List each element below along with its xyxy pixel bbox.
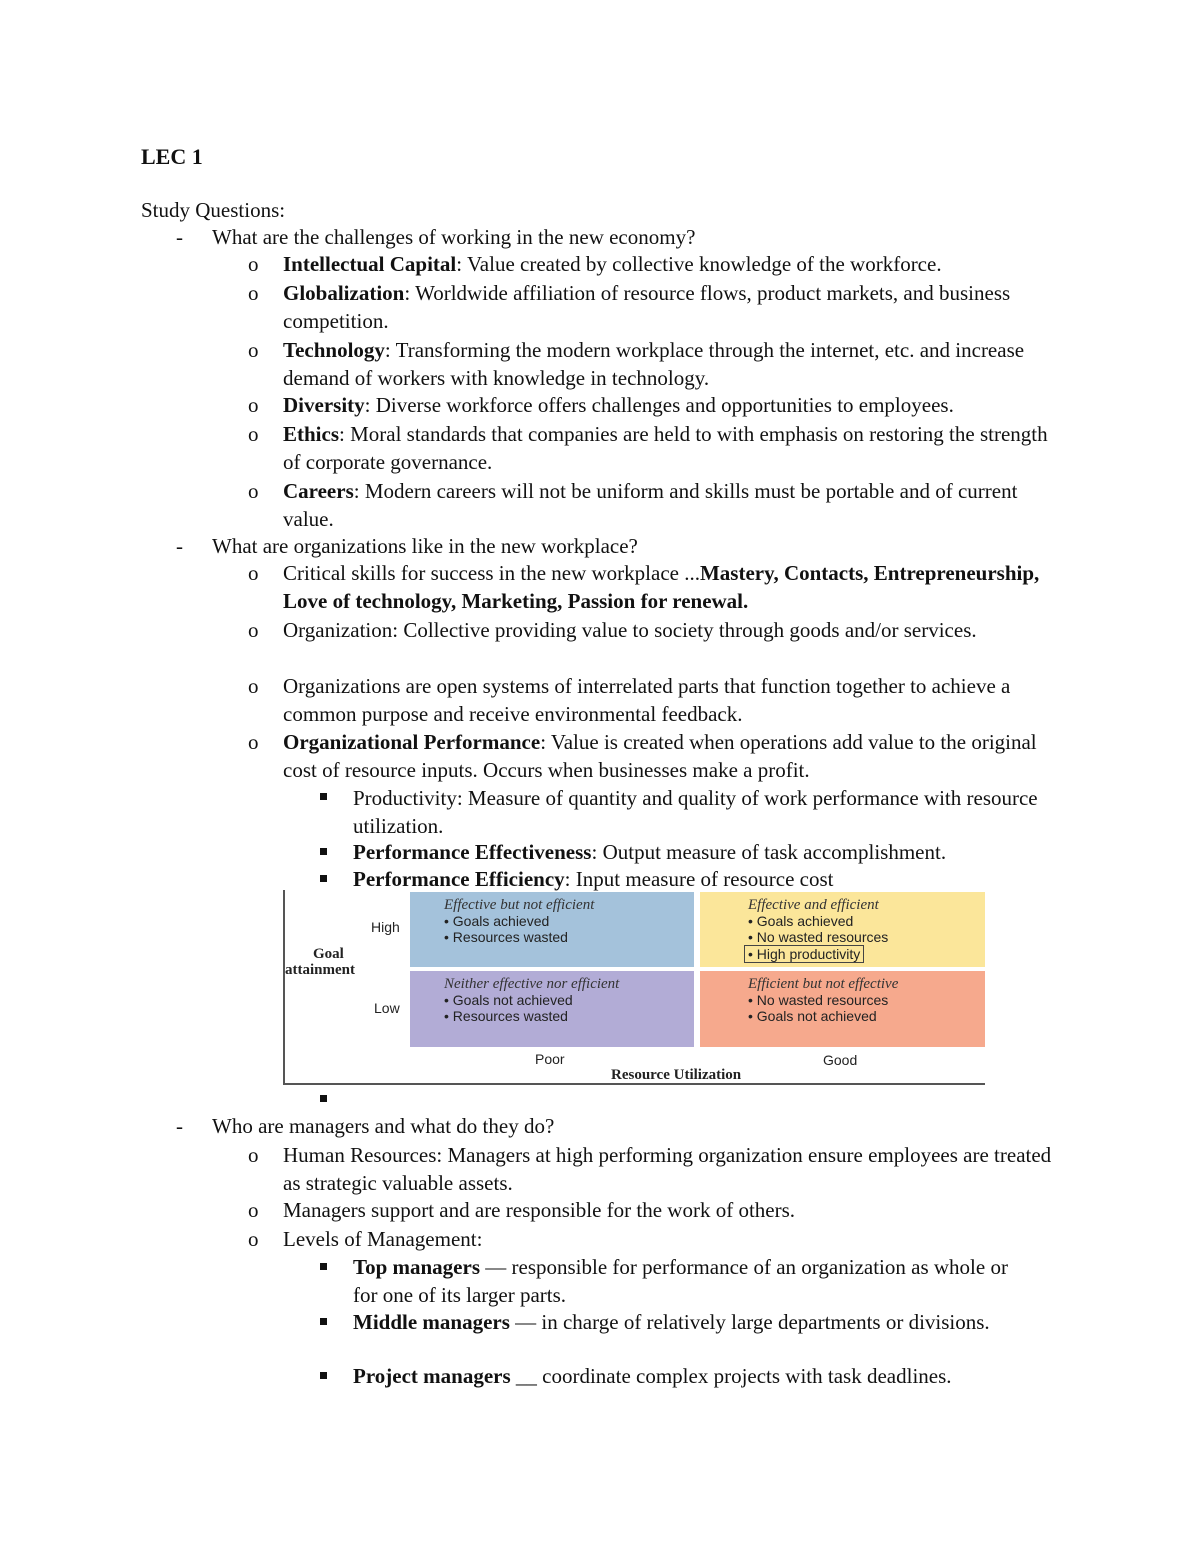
- list-item: Organizations are open systems of interrelated parts that function together to achieve a common purpose and receive environmental feedback.: [283, 674, 1011, 726]
- list-item: Human Resources: Managers at high performing organization ensure employees are treated as strategic valuable assets.: [283, 1143, 1052, 1195]
- quadrant-bullet: • Goals not achieved: [748, 1008, 877, 1024]
- definition: : Moral standards that companies are held to with emphasis on restoring the strength of corporate governance.: [283, 422, 1048, 474]
- sub-list-item: [353, 1308, 1013, 1336]
- y-axis-label-line2: attainment: [285, 962, 355, 978]
- sub-list-item: Productivity: Measure of quantity and quality of work performance with resource utilization.: [353, 786, 1038, 838]
- circle-bullet-icon: o: [248, 1198, 259, 1222]
- circle-bullet-icon: o: [248, 393, 259, 417]
- quadrant-title: Efficient but not effective: [748, 976, 899, 992]
- performance-matrix-diagram: [283, 890, 985, 1086]
- term: Diversity: [283, 393, 365, 417]
- quadrant-title: Effective but not efficient: [444, 897, 595, 913]
- quadrant-bullet: • Resources wasted: [444, 929, 568, 945]
- term: Technology: [283, 338, 385, 362]
- circle-bullet-icon: o: [248, 1143, 259, 1167]
- definition: : Value created by collective knowledge of the workforce.: [456, 252, 942, 276]
- definition: : Modern careers will not be uniform and skills must be portable and of current value.: [283, 479, 1018, 531]
- term: Performance Effectiveness: [353, 840, 592, 864]
- circle-bullet-icon: o: [248, 338, 259, 362]
- dash-marker: -: [176, 534, 183, 558]
- circle-bullet-icon: o: [248, 674, 259, 698]
- square-bullet-icon: [320, 1095, 327, 1102]
- quadrant-bullet: • Goals achieved: [748, 913, 854, 929]
- question-3: Who are managers and what do they do?: [212, 1114, 555, 1138]
- term: Organizational Performance: [283, 730, 541, 754]
- term: Ethics: [283, 422, 340, 446]
- dash-marker: -: [176, 1114, 183, 1138]
- section-heading: Study Questions:: [141, 198, 286, 222]
- list-item: [283, 477, 1053, 533]
- square-bullet-icon: [320, 848, 327, 855]
- list-item: [283, 420, 1068, 476]
- quadrant-bullet: • Goals achieved: [444, 913, 550, 929]
- circle-bullet-icon: o: [248, 252, 259, 276]
- question-1: What are the challenges of working in the new economy?: [212, 225, 696, 249]
- term: Intellectual Capital: [283, 252, 457, 276]
- y-tick-low: Low: [374, 1000, 400, 1016]
- square-bullet-icon: [320, 875, 327, 882]
- page-title: LEC 1: [141, 144, 203, 169]
- definition: : Worldwide affiliation of resource flows, product markets, and business competition.: [283, 281, 1011, 333]
- dash-marker: -: [176, 225, 183, 249]
- list-item: Managers support and are responsible for the work of others.: [283, 1198, 796, 1222]
- quadrant-effective-and-efficient: [700, 892, 985, 967]
- x-axis-label: Resource Utilization: [611, 1067, 742, 1083]
- quadrant-bullet: • No wasted resources: [748, 992, 889, 1008]
- list-item: [283, 559, 1043, 615]
- skills-list: Mastery, Contacts, Entrepreneurship, Love of technology, Marketing, Passion for renewal.: [283, 561, 1040, 613]
- definition: — responsible for performance of an organization as whole or for one of its larger parts.: [353, 1255, 1008, 1307]
- sub-list-item: [353, 838, 946, 866]
- list-item: [283, 279, 1053, 335]
- y-axis-line: [283, 890, 285, 1084]
- definition: : Value is created when operations add value to the original cost of resource inputs. Occurs when businesses make a profit.: [283, 730, 1037, 782]
- list-item: [283, 391, 954, 419]
- circle-bullet-icon: o: [248, 561, 259, 585]
- quadrant-title: Effective and efficient: [748, 897, 879, 913]
- quadrant-efficient-not-effective: [700, 971, 985, 1047]
- quadrant-effective-not-efficient: [410, 892, 694, 967]
- term: Middle managers: [353, 1310, 510, 1334]
- term: Top managers: [353, 1255, 480, 1279]
- term: Project managers: [353, 1364, 511, 1388]
- x-tick-poor: Poor: [535, 1051, 565, 1067]
- term: Globalization: [283, 281, 405, 305]
- list-item: [283, 728, 1068, 784]
- definition: — in charge of relatively large departments or divisions.: [509, 1310, 990, 1334]
- square-bullet-icon: [320, 1318, 327, 1325]
- quadrant-bullet-highlighted: • High productivity: [744, 945, 864, 963]
- skills-intro: Critical skills for success in the new workplace ...: [283, 561, 700, 585]
- sub-list-item: [353, 1362, 952, 1390]
- sub-list-item: [353, 865, 833, 893]
- circle-bullet-icon: o: [248, 618, 259, 642]
- definition: : Transforming the modern workplace through the internet, etc. and increase demand of workers with knowledge in technology.: [283, 338, 1025, 390]
- sub-list-item: [353, 1253, 1033, 1309]
- square-bullet-icon: [320, 1263, 327, 1270]
- circle-bullet-icon: o: [248, 281, 259, 305]
- quadrant-neither: [410, 971, 694, 1047]
- circle-bullet-icon: o: [248, 1227, 259, 1251]
- definition: : Diverse workforce offers challenges and opportunities to employees.: [364, 393, 954, 417]
- square-bullet-icon: [320, 793, 327, 800]
- term: Performance Efficiency: [353, 867, 565, 891]
- y-axis-label-line1: Goal: [313, 946, 344, 962]
- definition: : Input measure of resource cost: [564, 867, 834, 891]
- circle-bullet-icon: o: [248, 422, 259, 446]
- quadrant-bullet: • Resources wasted: [444, 1008, 568, 1024]
- x-tick-good: Good: [823, 1052, 858, 1068]
- list-item: Organization: Collective providing value to society through goods and/or services.: [283, 618, 977, 642]
- y-tick-high: High: [371, 919, 400, 935]
- list-item: [283, 250, 942, 278]
- square-bullet-icon: [320, 1372, 327, 1379]
- definition: : Output measure of task accomplishment.: [591, 840, 947, 864]
- quadrant-bullet: • Goals not achieved: [444, 992, 573, 1008]
- list-item: [283, 336, 1053, 392]
- quadrant-bullet: • No wasted resources: [748, 929, 889, 945]
- circle-bullet-icon: o: [248, 730, 259, 754]
- term: Careers: [283, 479, 354, 503]
- definition: __ coordinate complex projects with task deadlines.: [510, 1364, 952, 1388]
- list-item: Levels of Management:: [283, 1227, 483, 1251]
- question-2: What are organizations like in the new workplace?: [212, 534, 638, 558]
- circle-bullet-icon: o: [248, 479, 259, 503]
- quadrant-title: Neither effective nor efficient: [444, 976, 620, 992]
